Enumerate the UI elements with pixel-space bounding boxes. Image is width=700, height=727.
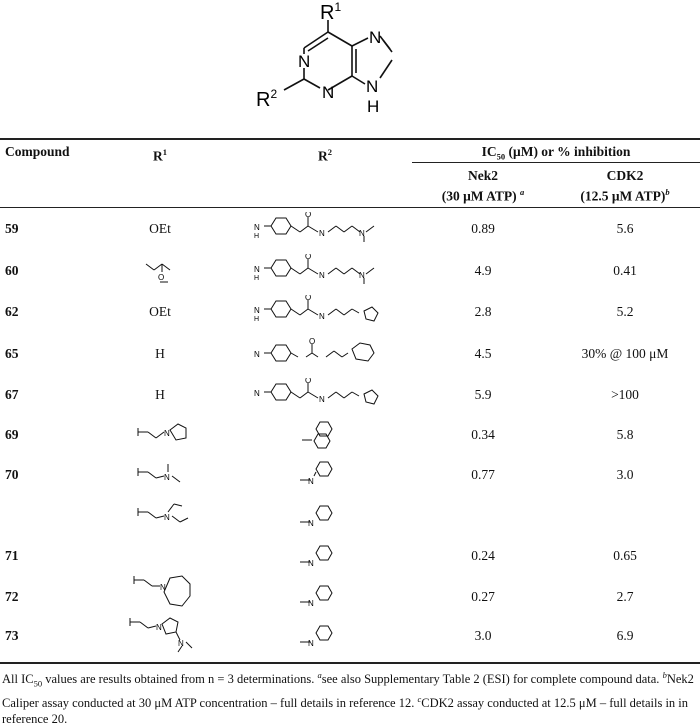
- atom-n9: N: [366, 77, 379, 96]
- r2-structure-imidazolylpropyl-amide: [240, 378, 410, 412]
- o-label: O: [305, 254, 312, 261]
- compound-id: 73: [5, 628, 19, 643]
- nek2-value: 0.77: [471, 467, 495, 482]
- compound-id: 60: [5, 263, 19, 278]
- compound-id: 62: [5, 304, 19, 319]
- top-rule: [0, 138, 700, 140]
- nek2-value: 2.8: [474, 304, 492, 319]
- r2-structure-phenylamino: [290, 578, 350, 612]
- cdk2-value: 5.8: [616, 427, 634, 442]
- n-label: N: [164, 473, 170, 482]
- cdk2-value: 5.2: [616, 304, 634, 319]
- h-label: H: [254, 275, 260, 282]
- r1-structure-pyrrolidinyl-vinyl: [118, 418, 208, 452]
- r2-structure-dimethylaminopropyl-amide: [240, 254, 410, 288]
- nek2-value: 3.0: [474, 628, 492, 643]
- nh-label: N: [308, 477, 314, 486]
- r1-structure-sec-butoxy: [118, 254, 208, 288]
- atom-h9: H: [367, 97, 380, 116]
- o-label: O: [158, 273, 165, 282]
- r2-structure-phenylamino: [290, 458, 350, 492]
- nh-label: N: [308, 639, 314, 648]
- n-label: N: [319, 229, 325, 238]
- nek2-value: 5.9: [474, 387, 492, 402]
- r2-structure-phenylamino: [290, 618, 350, 652]
- h-label: H: [254, 233, 260, 240]
- r1-structure-azepanyl-vinyl: [118, 570, 208, 614]
- n-label: N: [319, 395, 325, 404]
- compound-id: 71: [5, 548, 19, 563]
- cdk2-value: 6.9: [616, 628, 634, 643]
- header-r1: $R^1$: [153, 147, 167, 164]
- o-label: O: [309, 337, 316, 346]
- nek2-value: 4.5: [474, 346, 492, 361]
- atom-n3: N: [322, 83, 335, 102]
- r2-structure-imidazolylpropyl-amide: [240, 295, 410, 329]
- h-label: H: [254, 316, 260, 323]
- nek2-value: 4.9: [474, 263, 492, 278]
- nh-label: N: [308, 559, 314, 568]
- r1-label: $R^1$: [320, 2, 342, 24]
- n-label: N: [164, 429, 170, 438]
- n-label: N: [160, 583, 166, 592]
- nh-label: N: [308, 519, 314, 528]
- compound-id: 72: [5, 589, 19, 604]
- compound-id: 67: [5, 387, 19, 402]
- n-label: N: [319, 271, 325, 280]
- r2-structure-phenylamino: [290, 538, 350, 572]
- n-label: N: [319, 312, 325, 321]
- nh-label: N: [254, 350, 260, 359]
- compound-id: 69: [5, 427, 19, 442]
- compound-id: 65: [5, 346, 19, 361]
- n-label: N: [359, 271, 365, 280]
- compound-id: 70: [5, 467, 19, 482]
- n-label: N: [178, 639, 184, 648]
- cdk2-value: 2.7: [616, 589, 634, 604]
- header-nek2: Nek2 (30 μM ATP) $^a$: [441, 168, 525, 204]
- nek2-value: 0.34: [471, 427, 495, 442]
- cdk2-value: >100: [611, 387, 639, 402]
- bottom-rule: [0, 662, 700, 664]
- purine-scaffold-structure: [240, 2, 460, 130]
- header-cdk2: CDK2 (12.5 μM ATP)$^b$: [580, 168, 670, 204]
- r1-structure-dimethylaminopyrrolidinyl-vinyl: [118, 612, 208, 656]
- cdk2-value: 0.41: [613, 263, 637, 278]
- compound-id: 59: [5, 221, 19, 236]
- nek2-value: 0.24: [471, 548, 495, 563]
- atom-n1: N: [298, 52, 311, 71]
- n-label: N: [164, 513, 170, 522]
- header-compound: Compound: [5, 144, 70, 159]
- r1-value: OEt: [149, 304, 171, 319]
- r1-value: H: [155, 387, 165, 402]
- nh-label: N: [254, 265, 260, 274]
- r1-value: H: [155, 346, 165, 361]
- header-r2: $R^2$: [318, 147, 332, 164]
- r2-label: $R^2$: [256, 87, 278, 111]
- nh-label: N: [254, 389, 260, 398]
- r1-structure-dimethylamino-vinyl: [118, 458, 208, 492]
- r1-value: OEt: [149, 221, 171, 236]
- header-bottom-rule: [0, 207, 700, 208]
- nek2-value: 0.89: [471, 221, 495, 236]
- n-label: N: [156, 623, 162, 632]
- cdk2-value: 5.6: [616, 221, 634, 236]
- cdk2-value: 30% @ 100 μM: [581, 346, 669, 361]
- nek2-value: 0.27: [471, 589, 495, 604]
- cdk2-value: 3.0: [616, 467, 634, 482]
- nh-label: N: [254, 223, 260, 232]
- r1-structure-diethylamino-vinyl: [118, 498, 208, 532]
- atom-n7: N: [369, 28, 382, 47]
- n-label: N: [359, 229, 365, 238]
- r2-structure-piperidinylethyl-urea: [240, 337, 410, 371]
- nh-label: N: [254, 306, 260, 315]
- o-label: O: [305, 295, 312, 302]
- cdk2-value: 0.65: [613, 548, 637, 563]
- r2-structure-phenylamino: [290, 498, 350, 532]
- o-label: O: [305, 378, 312, 385]
- r2-structure-dimethylaminopropyl-amide: [240, 212, 410, 246]
- table-footnote: All $IC_{50}$ values are results obtained from n = 3 determinations. $^a$see also Supplementary Table 2 (ESI) for complete compound data. $^b$Nek2 Caliper assay conducted at 30 μM ATP concentration – full details in reference 12. $^c$CDK2 assay conducted at 12.5 μM – full details in in reference 20.: [2, 670, 694, 726]
- o-label: O: [305, 212, 312, 219]
- nh-label: N: [308, 599, 314, 608]
- r2-structure-biphenyl: [290, 418, 350, 452]
- header-ic50: $IC_{50}$ (μM) or % inhibition: [481, 144, 631, 162]
